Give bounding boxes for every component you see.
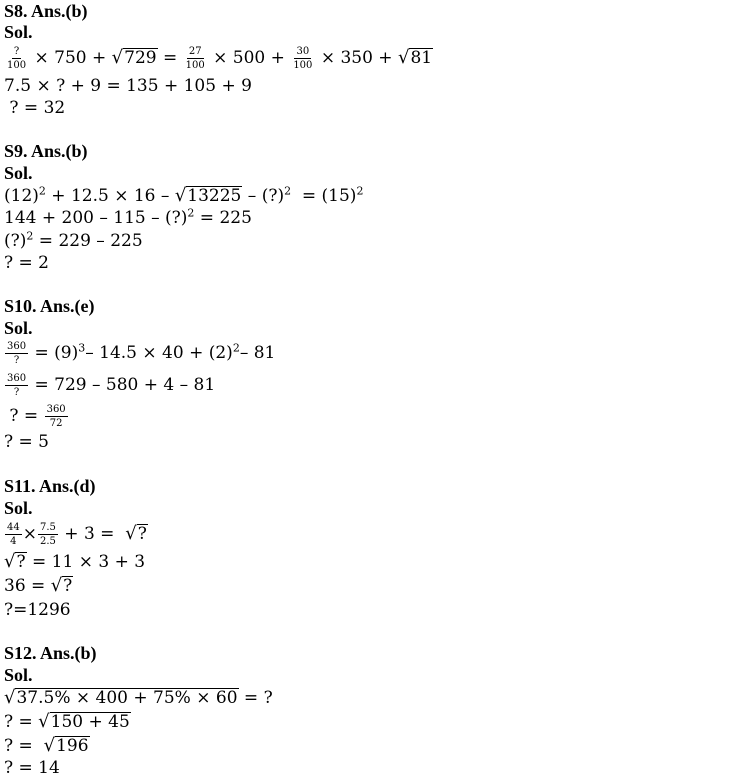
s11-equation-3: 36 = √ ? [4, 575, 73, 596]
s10-heading: S10. Ans.(e) [4, 296, 95, 316]
s8-equation-1: $\frac{?}{100}$ × 750 + √ 729 = $\frac{27}{100}$ × 500 + $\frac{30}{100}$ × 350 + √ 81 [7, 46, 433, 71]
s8-equation-2: 7.5 × ? + 9 = 135 + 105 + 9 [4, 76, 252, 96]
s11-equation-1: $\frac{44}{4}$ × $\frac{7.5}{2.5}$ + 3 = √ ? [7, 522, 147, 547]
s8-sol-label: Sol. [4, 22, 33, 42]
s12-equation-1: √ 37.5% × 400 + 75% × 60 = ? [4, 687, 273, 708]
s11-sqrt-1: √ ? [125, 523, 147, 544]
s9-heading: S9. Ans.(b) [4, 141, 88, 161]
s12-sol-label: Sol. [4, 665, 33, 685]
s10-sol-label: Sol. [4, 318, 33, 338]
s9-sqrt: √ 13225 [174, 185, 242, 206]
s11-equation-2: √ ? = 11 × 3 + 3 [4, 551, 146, 572]
s11-sqrt-3: √ ? [50, 575, 73, 596]
s10-fraction-2: $\frac{360}{?}$ [7, 373, 27, 398]
s12-sqrt-1: √ 37.5% × 400 + 75% × 60 [4, 687, 238, 708]
s10-equation-4: ? = 5 [4, 432, 49, 452]
s10-fraction-1: $\frac{360}{?}$ [7, 341, 27, 366]
s9-equation-1: $(12)^2 + 12.5 \times 16$ – √ 13225 – (?)$^2$ = $(15)^2$ [4, 184, 364, 206]
s9-sol-label: Sol. [4, 163, 33, 183]
s8-fraction-3: $\frac{30}{100}$ [293, 46, 313, 71]
s11-sqrt-2: √ ? [4, 551, 26, 572]
s11-fraction-2: $\frac{7.5}{2.5}$ [39, 522, 56, 547]
s8-equation-3: ? = 32 [4, 98, 66, 118]
s11-fraction-1: $\frac{44}{4}$ [7, 522, 20, 547]
s11-equation-4: ?=1296 [4, 600, 71, 620]
s8-fraction-1: $\frac{?}{100}$ [7, 46, 27, 71]
s12-equation-4: ? = 14 [4, 758, 60, 778]
s9-equation-4: ? = 2 [4, 253, 49, 273]
s8-fraction-2: $\frac{27}{100}$ [185, 46, 205, 71]
s12-equation-2: ? = √ 150 + 45 [4, 711, 130, 732]
s11-heading: S11. Ans.(d) [4, 476, 96, 496]
s11-sol-label: Sol. [4, 498, 33, 518]
s10-equation-3: ? = $\frac{360}{72}$ [4, 404, 66, 429]
s8-sqrt-1: √ 729 [111, 47, 157, 68]
s12-heading: S12. Ans.(b) [4, 643, 97, 663]
s8-sqrt-2: √ 81 [397, 47, 433, 68]
s12-sqrt-3: √ 196 [43, 735, 89, 756]
s12-sqrt-2: √ 150 + 45 [38, 711, 130, 732]
s10-equation-2: $\frac{360}{?}$ = 729 – 580 + 4 – 81 [7, 373, 216, 398]
s8-heading: S8. Ans.(b) [4, 1, 88, 21]
s9-equation-2: 144 + 200 – 115 – (?)$^2$ = 225 [4, 206, 252, 228]
s10-equation-1: $\frac{360}{?}$ = $(9)^3-$ $14.5 \times 40 + (2)^2-$ 81 [7, 341, 276, 366]
s10-fraction-3: $\frac{360}{72}$ [46, 404, 66, 429]
s12-equation-3: ? = √ 196 [4, 735, 89, 756]
s9-equation-3: (?)$^2$ = 229 – 225 [4, 229, 143, 251]
